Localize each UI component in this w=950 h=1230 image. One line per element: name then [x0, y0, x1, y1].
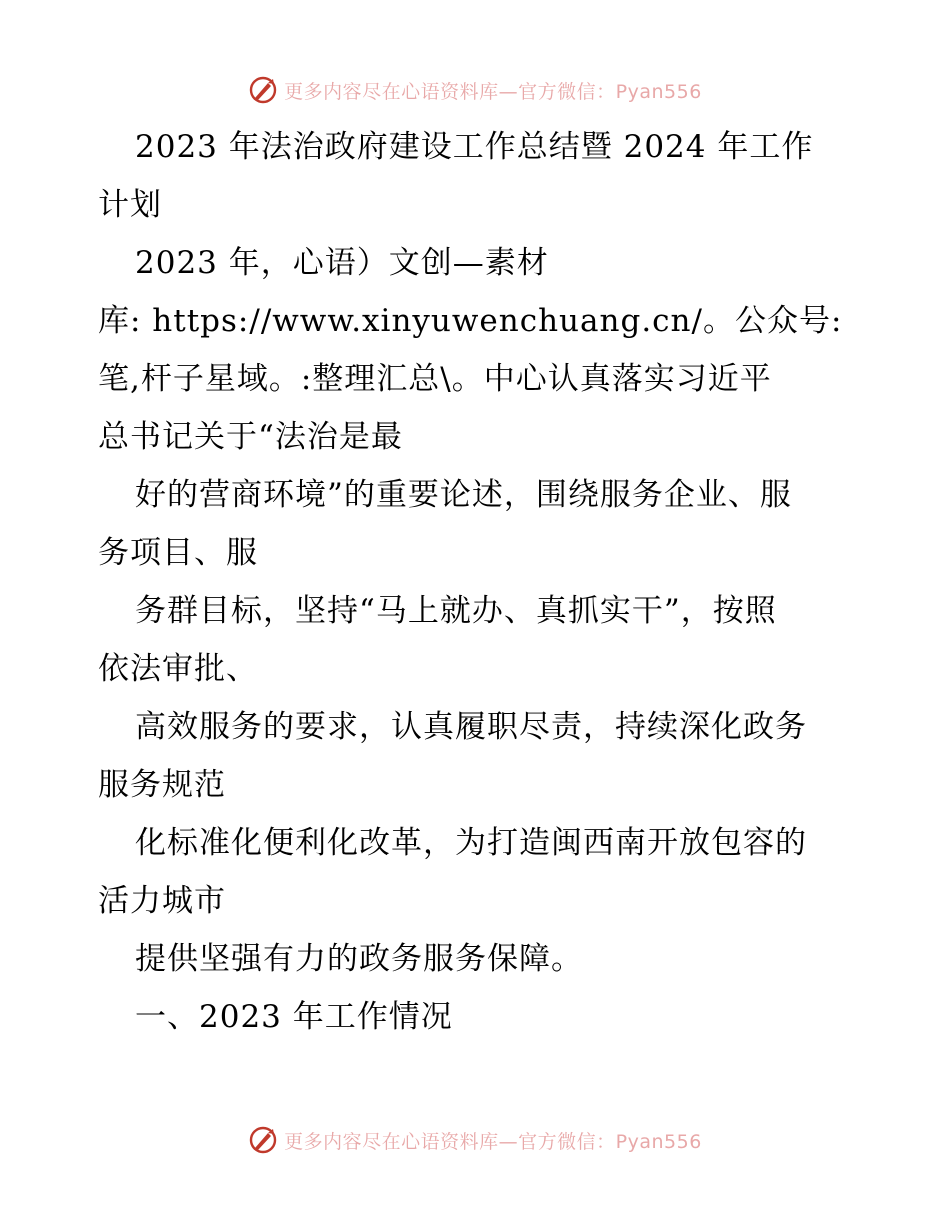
document-body — [98, 118, 858, 1046]
watermark-text: 更多内容尽在心语资料库—官方微信：Pyan556 — [284, 1130, 702, 1153]
text-line: 总书记关于“法治是最 — [98, 419, 403, 455]
watermark-text: 更多内容尽在心语资料库—官方微信：Pyan556 — [284, 80, 702, 103]
text-line: 务项目、服 — [98, 535, 258, 571]
text-line: 库: https://www.xinyuwenchuang.cn/。公众号: — [98, 303, 843, 339]
quill-pen-circle-icon — [248, 75, 278, 105]
text-line: 一、2023 年工作情况 — [135, 999, 453, 1035]
quill-pen-circle-icon — [248, 1125, 278, 1155]
text-line: 化标准化便利化改革，为打造闽西南开放包容的 — [135, 825, 807, 861]
text-line: 提供坚强有力的政务服务保障。 — [135, 941, 583, 977]
text-line: 高效服务的要求，认真履职尽责，持续深化政务 — [135, 709, 807, 745]
text-line: 务群目标，坚持“马上就办、真抓实干”，按照 — [135, 593, 777, 629]
text-line: 服务规范 — [98, 767, 226, 803]
header-watermark — [0, 70, 950, 110]
text-line: 计划 — [98, 187, 162, 223]
text-line: 2023 年法治政府建设工作总结暨 2024 年工作 — [135, 129, 814, 165]
text-line: 依法审批、 — [98, 651, 258, 687]
footer-watermark — [0, 1120, 950, 1160]
text-line: 活力城市 — [98, 883, 226, 919]
text-line: 2023 年，心语）文创—素材 — [135, 245, 549, 281]
text-line: 笔,杆子星域。:整理汇总\。中心认真落实习近平 — [98, 361, 772, 397]
text-line: 好的营商环境”的重要论述，围绕服务企业、服 — [135, 477, 792, 513]
